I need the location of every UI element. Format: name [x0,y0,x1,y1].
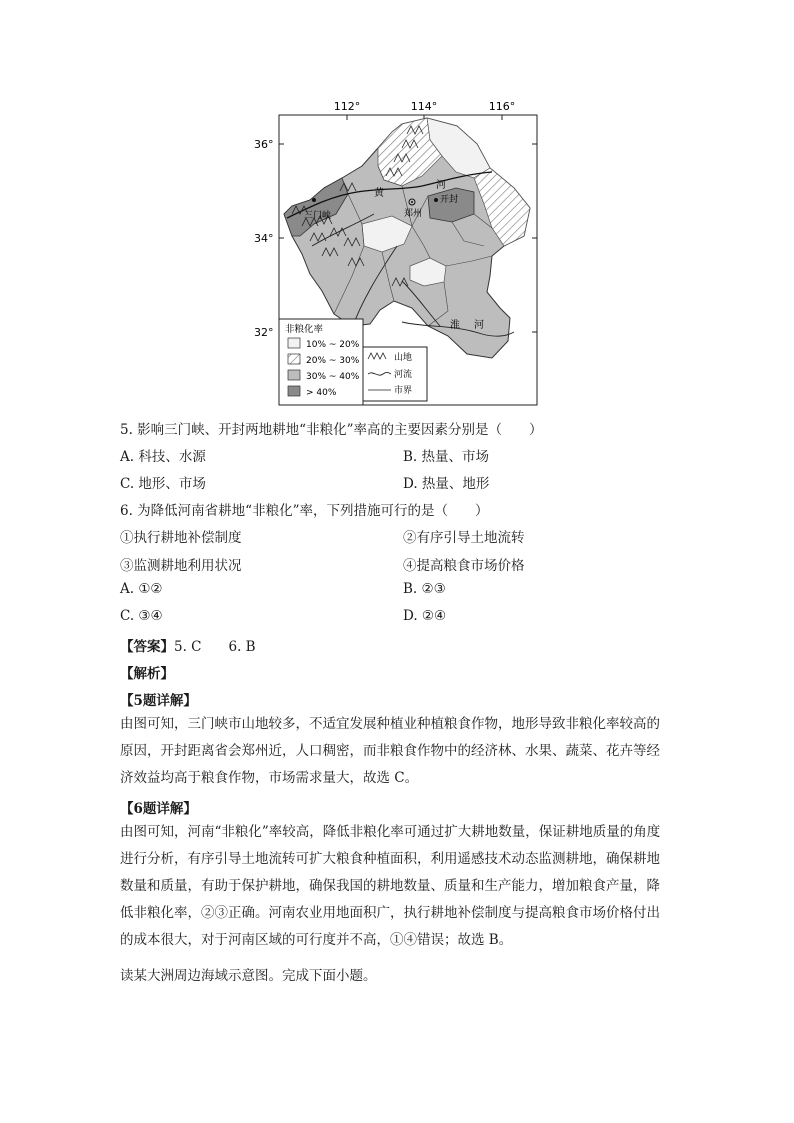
detail6-line-4: 低非粮化率，②③正确。河南农业用地面积广，执行耕地补偿制度与提高粮食市场价格付出 [120,905,660,921]
q5-option-d[interactable]: D. 热量、地形 [403,476,490,492]
q5-option-a[interactable]: A. 科技、水源 [120,449,206,465]
legend-swatch-10-20 [288,338,300,348]
q6-item-1: ①执行耕地补偿制度 [120,530,242,546]
legend-symbol-river: 河流 [394,370,413,380]
legend-label-over-40: > 40% [306,388,337,398]
river-label-huang: 黄 [374,188,384,199]
legend-label-30-40: 30% ~ 40% [306,372,360,382]
river-label-huai: 淮 [450,320,460,331]
detail5-body [120,711,678,792]
city-label-sanmenxia: 三门峡 [304,211,332,221]
q6-stem: 6. 为降低河南省耕地“非粮化”率，下列措施可行的是（ ） [120,503,489,519]
detail6-line-5: 的成本很大，对于河南区域的可行度并不高，①④错误；故选 B。 [120,932,513,948]
legend-symbol-boundary: 市界 [394,386,413,396]
detail6-body [120,819,678,954]
legend-label-10-20: 10% ~ 20% [306,340,360,350]
city-label-zhengzhou: 郑州 [404,209,423,219]
henan-map-figure [252,96,552,406]
detail5-line-3: 济效益均高于粮食作物，市场需求量大，故选 C。 [120,770,419,786]
answer-line [120,635,256,655]
analysis-label: 【解析】 [120,666,174,682]
q6-option-b[interactable]: B. ②③ [403,581,446,597]
detail6-line-1: 由图可知，河南“非粮化”率较高，降低非粮化率可通过扩大耕地数量，保证耕地质量的角度 [120,824,661,840]
lon-label-114: 114° [410,100,438,113]
detail5-line-1: 由图可知，三门峡市山地较多，不适宜发展种植业种植粮食作物，地形导致非粮化率较高的 [120,716,660,732]
city-label-kaifeng: 开封 [440,195,459,205]
q6-item-3: ③监测耕地利用状况 [120,558,242,574]
q6-option-d[interactable]: D. ②④ [403,608,447,624]
lat-label-34: 34° [254,232,274,245]
lat-label-36: 36° [254,138,274,151]
river-label-he-1: 河 [436,180,446,191]
answer-text: 5. C 6. B [174,639,256,655]
legend-label-20-30: 20% ~ 30% [306,356,360,366]
legend-symbols [363,347,427,401]
sanmenxia-marker [312,198,316,202]
river-label-he-2: 河 [474,320,484,331]
detail5-label: 【5题详解】 [120,693,197,709]
detail6-line-3: 数量和质量，有助于保护耕地，确保我国的耕地数量、质量和生产能力，增加粮食产量，降 [120,878,660,894]
legend-swatch-over-40 [288,386,300,396]
legend-swatch-30-40 [288,370,300,380]
legend-symbol-mountain: 山地 [394,353,413,363]
lon-label-112: 112° [333,100,361,113]
q5-stem: 5. 影响三门峡、开封两地耕地“非粮化”率高的主要因素分别是（ ） [120,422,543,438]
legend-title: 非粮化率 [285,324,324,335]
detail6-line-2: 进行分析，有序引导土地流转可扩大粮食种植面积，利用遥感技术动态监测耕地，确保耕地 [120,851,660,867]
detail6-label: 【6题详解】 [120,801,197,817]
kaifeng-marker [434,198,438,202]
q6-item-4: ④提高粮食市场价格 [403,558,525,574]
q5-option-c[interactable]: C. 地形、市场 [120,476,206,492]
q6-option-a[interactable]: A. ①② [120,581,163,597]
q6-option-c[interactable]: C. ③④ [120,608,163,624]
lon-label-116: 116° [488,100,516,113]
legend-swatch-20-30 [288,354,300,364]
lat-label-32: 32° [254,326,274,339]
next-question-intro: 读某大洲周边海域示意图。完成下面小题。 [120,968,377,984]
legend-rate [279,319,363,405]
q5-option-b[interactable]: B. 热量、市场 [403,449,490,465]
q6-item-2: ②有序引导土地流转 [403,530,525,546]
answer-label: 【答案】 [120,639,174,655]
henan-map [252,96,552,406]
detail5-line-2: 原因，开封距离省会郑州近，人口稠密，而非粮食作物中的经济林、水果、蔬菜、花卉等经 [120,743,660,759]
